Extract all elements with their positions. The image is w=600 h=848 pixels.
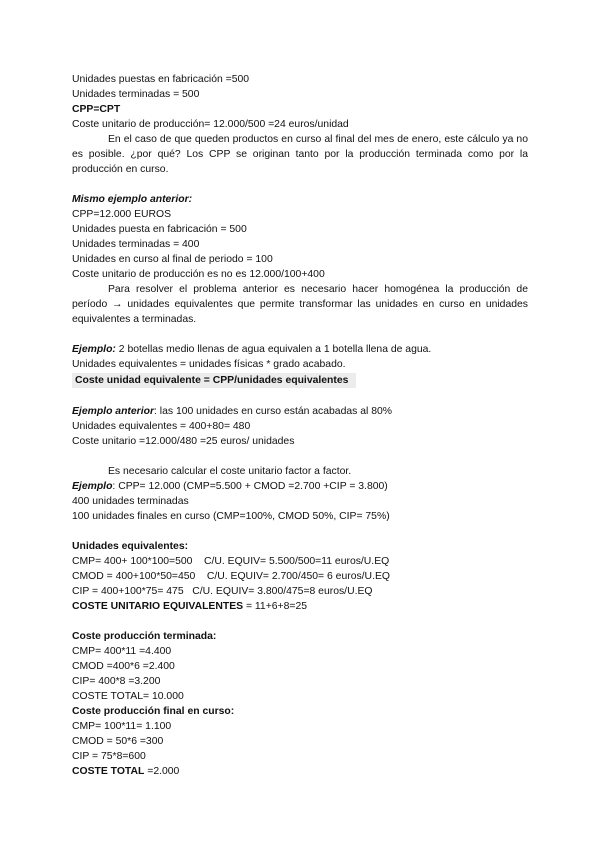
text-line: Unidades puesta en fabricación = 500 [72, 224, 247, 235]
text-line: CMOD =400*6 =2.400 [72, 661, 175, 672]
total-label: COSTE TOTAL [72, 766, 145, 777]
text-line: Unidades terminadas = 500 [72, 89, 200, 100]
text-line [72, 599, 528, 614]
text-line: CIP= 400*8 =3.200 [72, 676, 161, 687]
total-value: =2.000 [144, 766, 180, 777]
text-line: Unidades en curso al final de periodo = 100 [72, 254, 273, 265]
text-line: CMP= 400+ 100*100=500 C/U. EQUIV= 5.500/500=11 euros/U.EQ [72, 556, 390, 567]
example-label: Ejemplo [72, 481, 113, 492]
text-line [72, 764, 528, 779]
text-line: Coste unitario de producción es no es 12.000/100+400 [72, 269, 325, 280]
paragraph: Para resolver el problema anterior es necesario hacer homogénea la producción de período → unidades equivalentes que permite transformar las unidades en curso en unidades equivalentes a terminadas. [72, 284, 528, 325]
text-line [72, 404, 528, 419]
example-label: Ejemplo anterior [72, 406, 154, 417]
text-line: CMOD = 400+100*50=450 C/U. EQUIV= 2.700/450= 6 euros/U.EQ [72, 571, 390, 582]
section-title: Unidades equivalentes: [72, 541, 189, 552]
total-value: = 11+6+8=25 [243, 601, 308, 612]
total-label: COSTE UNITARIO EQUIVALENTES [72, 601, 244, 612]
text-line [72, 479, 528, 494]
example-text: : las 100 unidades en curso están acabadas al 80% [154, 406, 392, 417]
text-line: Unidades terminadas = 400 [72, 239, 200, 250]
text-line: Coste unitario de producción= 12.000/500 =24 euros/unidad [72, 119, 349, 130]
section-title: Coste producción terminada: [72, 631, 217, 642]
section-title: Mismo ejemplo anterior: [72, 194, 193, 205]
text-line: 400 unidades terminadas [72, 496, 189, 507]
text-line: Es necesario calcular el coste unitario factor a factor. [108, 466, 352, 477]
text-line: Unidades puestas en fabricación =500 [72, 74, 250, 85]
text-line: CPP=12.000 EUROS [72, 209, 172, 220]
text-line: CMOD = 50*6 =300 [72, 736, 164, 747]
text-line: CMP= 400*11 =4.400 [72, 646, 172, 657]
text-line: CIP = 75*8=600 [72, 751, 146, 762]
text-line: COSTE TOTAL= 10.000 [72, 691, 184, 702]
heading-cpp-cpt: CPP=CPT [72, 104, 121, 115]
text-line: 100 unidades finales en curso (CMP=100%, CMOD 50%, CIP= 75%) [72, 511, 390, 522]
example-text: : CPP= 12.000 (CMP=5.500 + CMOD =2.700 +CIP = 3.800) [112, 481, 388, 492]
formula-box: Coste unidad equivalente = CPP/unidades equivalentes [72, 373, 356, 388]
paragraph: En el caso de que queden productos en curso al final del mes de enero, este cálculo ya no es posible. ¿por qué? Los CPP se originan tanto por la producción terminada como por la producción en curso. [72, 134, 528, 175]
text-line: Unidades equivalentes = 400+80= 480 [72, 421, 251, 432]
section-title: Coste producción final en curso: [72, 706, 235, 717]
example-text: 2 botellas medio llenas de agua equivalen a 1 botella llena de agua. [115, 344, 432, 355]
text-line [72, 342, 528, 357]
example-label: Ejemplo: [72, 344, 116, 355]
document-page [72, 72, 528, 779]
text-line: CMP= 100*11= 1.100 [72, 721, 172, 732]
text-line: CIP = 400+100*75= 475 C/U. EQUIV= 3.800/475=8 euros/U.EQ [72, 586, 373, 597]
text-line: Unidades equivalentes = unidades físicas * grado acabado. [72, 359, 346, 370]
text-line: Coste unitario =12.000/480 =25 euros/ unidades [72, 436, 295, 447]
